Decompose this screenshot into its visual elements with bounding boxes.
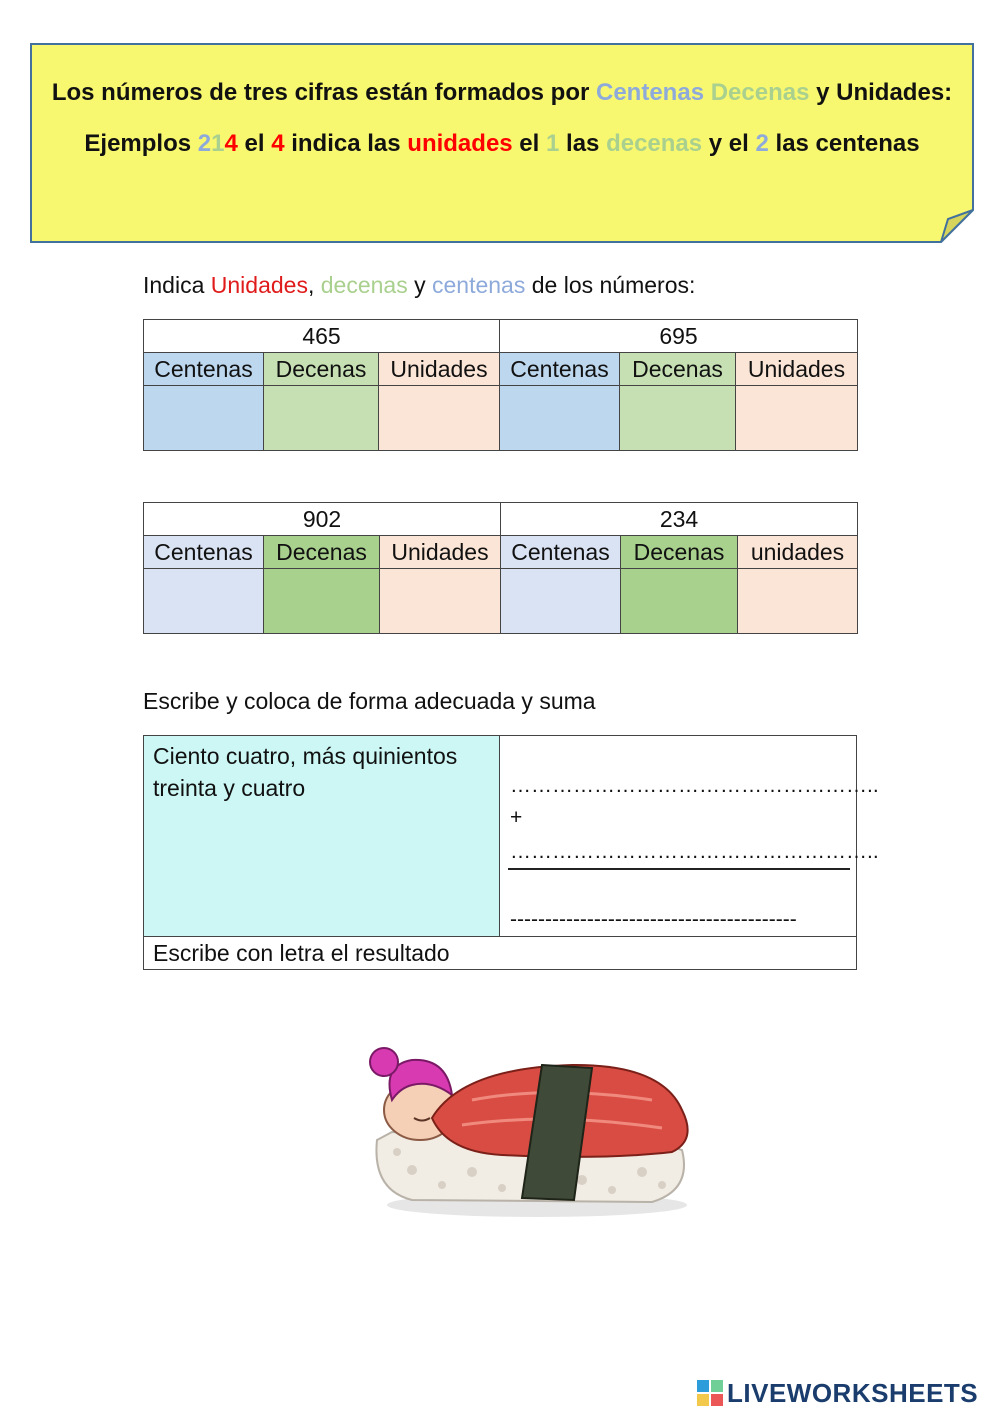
answer-field-centenas[interactable] — [144, 386, 264, 451]
answer-field-unidades[interactable] — [736, 386, 858, 451]
answer-field-decenas[interactable] — [620, 386, 736, 451]
answer-field-decenas[interactable] — [264, 386, 379, 451]
brand-name: LIVEWORKSHEETS — [727, 1377, 979, 1408]
sleeping-sushi-illustration — [352, 1040, 702, 1230]
answer-field-unidades[interactable] — [738, 569, 858, 634]
sum-work-area[interactable] — [501, 736, 879, 936]
number-cell: 465 — [144, 320, 500, 353]
header-decenas: Decenas — [620, 353, 736, 386]
header-unidades: Unidades — [736, 353, 858, 386]
header-centenas: Centenas — [501, 536, 621, 569]
answer-field-decenas[interactable] — [264, 569, 380, 634]
instruction-sum: Escribe y coloca de forma adecuada y suma — [143, 688, 596, 714]
header-centenas: Centenas — [144, 536, 264, 569]
addend-2-line[interactable]: …………………………………………….. — [510, 840, 879, 863]
sum-exercise-box — [143, 735, 879, 970]
place-value-table-1 — [143, 319, 858, 451]
header-centenas: Centenas — [500, 353, 620, 386]
header-unidades: unidades — [738, 536, 858, 569]
answer-field-decenas[interactable] — [621, 569, 738, 634]
liveworksheets-logo-icon — [697, 1380, 723, 1406]
sticky-note — [30, 43, 974, 243]
header-decenas: Decenas — [264, 353, 379, 386]
number-cell: 902 — [144, 503, 501, 536]
answer-field-unidades[interactable] — [379, 386, 500, 451]
liveworksheets-brand — [697, 1376, 978, 1410]
answer-field-centenas[interactable] — [500, 386, 620, 451]
header-decenas: Decenas — [621, 536, 738, 569]
answer-field-centenas[interactable] — [144, 569, 264, 634]
sum-prompt: Ciento cuatro, más quinientos treinta y cuatro — [144, 736, 500, 936]
header-decenas: Decenas — [264, 536, 380, 569]
answer-field-unidades[interactable] — [380, 569, 501, 634]
header-centenas: Centenas — [144, 353, 264, 386]
note-line-2: Ejemplos 214 el 4 indica las unidades el 1 las decenas y el 2 las centenas — [84, 130, 920, 157]
answer-field-centenas[interactable] — [501, 569, 621, 634]
result-line[interactable]: ----------------------------------------- — [510, 908, 797, 931]
number-cell: 695 — [500, 320, 858, 353]
number-cell: 234 — [501, 503, 858, 536]
header-unidades: Unidades — [380, 536, 501, 569]
addend-1-line[interactable]: …………………………………………….. — [510, 774, 879, 797]
sum-rule — [508, 868, 850, 870]
instruction-place-value: Indica Unidades, decenas y centenas de los números: — [143, 272, 696, 298]
place-value-table-2 — [143, 502, 858, 634]
result-in-words-field[interactable]: Escribe con letra el resultado — [144, 936, 856, 969]
header-unidades: Unidades — [379, 353, 500, 386]
note-line-1: Los números de tres cifras están formados por Centenas Decenas y Unidades: — [51, 79, 953, 106]
plus-sign: + — [510, 806, 523, 829]
